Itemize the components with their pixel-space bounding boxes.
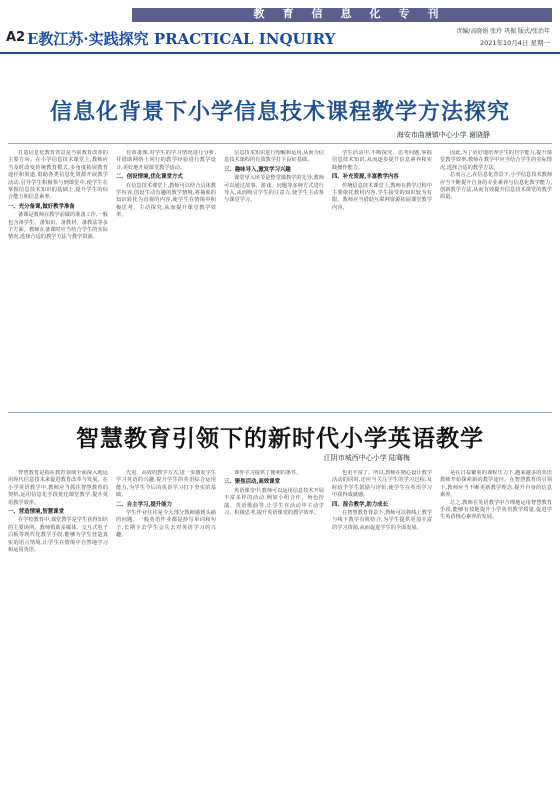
paragraph: 在智慧教育背景下,教师可以将线上教学与线下教学有机结合,为学生提供更加丰富的学习资源,从而促进学生的全面发展。 [332,510,432,531]
paragraph: 有效备课,对学生的学习情况进行分析,并借助网络上同行的教学经验进行教学设计,更好地开展课堂教学活动。 [116,150,216,171]
article-2-title: 智慧教育引领下的新时代小学英语教学 [76,426,484,452]
paragraph: 学生活动中,不断探究、思考问题,掌握信息技术知识,从而逐步提升信息素养和实践操作能力。 [332,150,432,171]
paragraph: 先进、高效的教学方式,进一步激发学生学习英语的兴趣,提升学生的英语综合运用能力,为学生今后的英语学习打下坚实的基础。 [116,470,216,499]
article-2-column-4 [332,470,432,806]
paragraph: 传统信息技术课堂上,教师在教学过程中主要依托教材内容,学生接受的知识较为有限。教师应当借助互联网资源拓展课堂教学内容。 [332,182,432,211]
paragraph: 也更丰富了。所以,教师在精心设计教学活动的同时,还应当关注学生的学习过程,及时给予学生鼓励与评价,使学生在英语学习中获得成就感。 [332,470,432,499]
article-1-column-5 [440,150,552,405]
article-1-column-2 [116,150,216,405]
editor-line: 责编/高晓娟 张玲 巩振 版式/张治年 [456,28,550,35]
article-2-author: 江阴市城西中心小学 陆骞梅 [323,454,410,462]
date-line: 2021年10月4日 星期一 [479,39,550,47]
paragraph: 课堂导入环节是整堂课教学的先导,教师可以通过故事、游戏、问题等多种方式进行导入,从而吸引学生的注意力,使学生主动参与课堂学习。 [224,175,324,204]
article-1-author: 海安市曲塘镇中心小学 谢晓静 [396,131,490,139]
section-title: E教江苏·实践探究 PRACTICAL INQUIRY [27,30,336,48]
paragraph: 在学校教育中,课堂教学是学生获得知识的主要场所。教师借助多媒体、交互式电子白板等现代化教学手段,能够为学生营造真实的语言情境,让学生在情境中自然地学习和运用英语。 [8,517,108,554]
paragraph: 备课是教师在教学前做的准备工作,一般包含备学生、备知识、备教材、备教法等多个方面。教师在备课时应当结合学生的实际情况,选择合适的教学方法与教学资源。 [8,212,108,241]
paragraph: 学生作业往往是令大部分教师感到头痛的问题。一般英语作业都是抄写单词和句子,长期下去学生会失去对英语学习的兴趣。 [116,510,216,539]
paragraph: 课外学习提供了便利的条件。 [234,470,302,476]
article-1-column-3 [224,150,324,405]
subheading: 一、充分备课,做好教学准备 [8,203,75,210]
article-2-column-2 [116,470,216,806]
article-2-column-1 [8,470,108,806]
subheading: 二、自主学习,提升能力 [116,501,172,508]
paragraph: 总而言之,在信息化背景下,小学信息技术教师应当不断提升自身的专业素养与信息化教学能力,创新教学方法,从而有效提升信息技术课堂的教学质量。 [440,172,552,201]
masthead [0,0,560,52]
article-2-column-3 [224,470,324,806]
paragraph: 总之,教师在英语教学中合理地运用智慧教育手段,能够有效地提升小学英语教学质量,促进学生英语核心素养的发展。 [440,499,552,521]
masthead-banner: 教育信息化专刊 [253,7,457,20]
subheading: 三、趣味导入,激发学习兴趣 [224,166,291,173]
page-number: A2 [6,30,26,45]
paragraph: 因此,为了更好地培养学生的自学能力,提升课堂教学效率,教师在教学中应当结合学生的实际情况,选择合适的教学方法。 [440,150,552,171]
subheading: 三、聚焦活动,高效课堂 [224,479,280,486]
paragraph: 信息技术知识进行理解和运用,从而为信息技术课程的有效教学打下良好基础。 [224,150,324,164]
paragraph: 在信息技术课堂上,教师可以结合具体教学内容,创设生动有趣的教学情境,将抽象的知识转化为直观的内容,使学生在情境中积极思考、主动探究,从而提升课堂教学效率。 [116,182,216,219]
masthead-rule [0,52,560,54]
paragraph: 英语课堂中,教师可以运用信息技术开展丰富多样的活动,例如小组合作、角色扮演、英语歌曲等,让学生在活动中主动学习、积极思考,提升英语课堂的教学效率。 [224,487,324,517]
article-1-title: 信息化背景下小学信息技术课程教学方法探究 [49,100,510,125]
subheading: 一、营造情境,智慧课堂 [8,509,64,516]
subheading: 四、补充资源,丰富教学内容 [332,174,399,181]
article-1-rule [8,143,552,144]
subheading: 四、混合教学,助力成长 [332,501,388,508]
article-1-column-4 [332,150,432,405]
subheading: 二、创设情境,优化课堂方式 [116,174,183,181]
paragraph: 智慧教育是指在教育领域全面深入地运用现代信息技术来促进教育改革与发展。在小学英语教学中,教师应当抓住智慧教育的契机,运用信息化手段优化课堂教学,提升英语教学效率。 [8,470,108,506]
paragraph: 是在日益繁重的课程压力下,越来越多的英语教师开始探索新的教学途径。在智慧教育的引领下,教师应当不断更新教学理念,提升自身的信息素养。 [440,470,552,499]
paragraph: 打造信息化教育背景是当前教育改革的主要方向。在小学信息技术课堂上,教师应当及时改变传统教育模式,多角度拓展教育途径和渠道,借助各类信息化资源开展教学活动,引导学生积极参与到课堂中,使学生在掌握信息技术知识的基础上,提升学生的综合能力和信息素养。 [8,150,108,201]
article-1-column-1 [8,150,108,405]
article-2-rule [8,412,552,413]
article-2-column-5 [440,470,552,806]
